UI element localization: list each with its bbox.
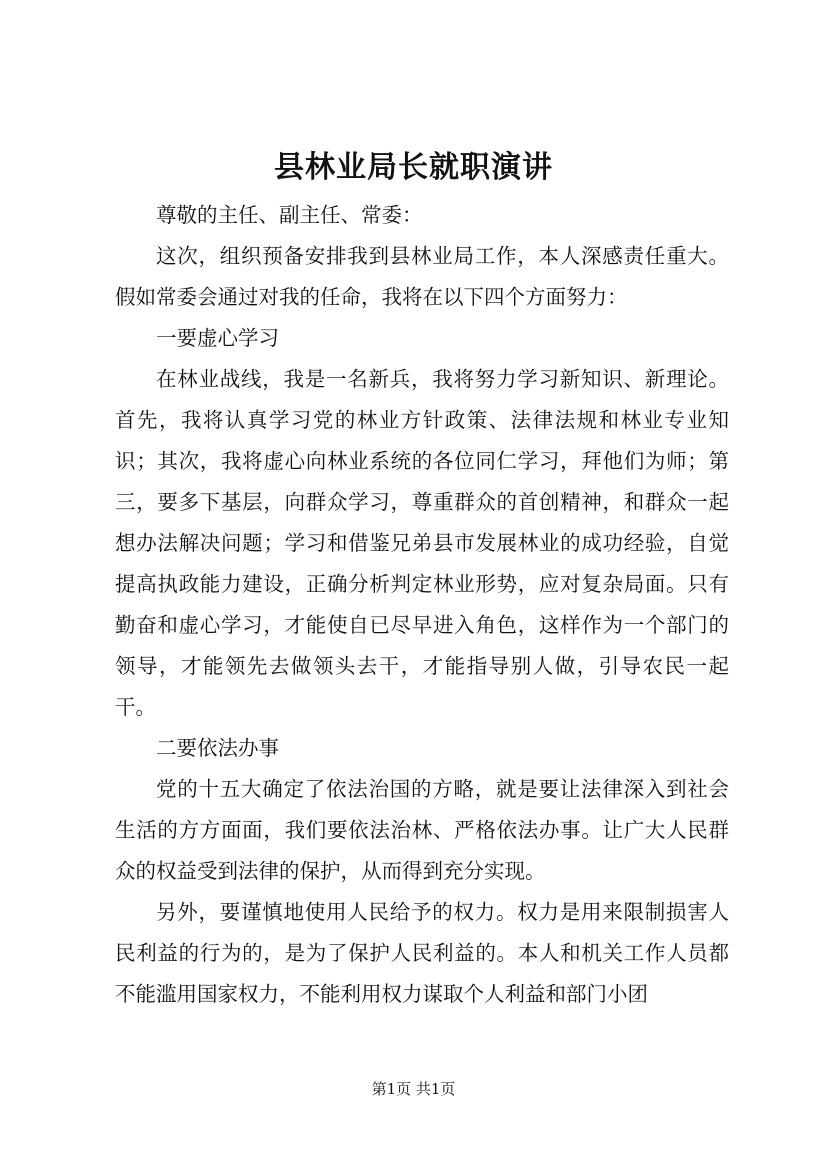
law-paragraph: 党的十五大确定了依法治国的方略，就是要让法律深入到社会生活的方方面面，我们要依法治林、严格依法办事。让广大人民群众的权益受到法律的保护，从而得到充分实现。 bbox=[115, 777, 729, 883]
study-paragraph: 在林业战线，我是一名新兵，我将努力学习新知识、新理论。首先，我将认真学习党的林业方针政策、法律法规和林业专业知识；其次，我将虚心向林业系统的各位同仁学习，拜他们为师；第三，要多下基层，向群众学习，尊重群众的首创精神，和群众一起想办法解决问题；学习和借鉴兄弟县市发展林业的成功经验，自觉提高执政能力建设，正确分析判定林业形势，应对复杂局面。只有勤奋和虚心学习，才能使自已尽早进入角色，这样作为一个部门的领导，才能领先去做领头去干，才能指导别人做，引导农民一起干。 bbox=[115, 367, 729, 719]
salutation-paragraph: 尊敬的主任、副主任、常委： bbox=[156, 203, 423, 227]
power-paragraph: 另外，要谨慎地使用人民给予的权力。权力是用来限制损害人民利益的行为的，是为了保护人民利益的。本人和机关工作人员都不能滥用国家权力，不能利用权力谋取个人利益和部门小团 bbox=[115, 900, 729, 1006]
document-title: 县林业局长就职演讲 bbox=[274, 150, 553, 185]
page-number-footer: 第1页 共1页 bbox=[371, 1080, 456, 1098]
intro-paragraph: 这次，组织预备安排我到县林业局工作，本人深感责任重大。假如常委会通过对我的任命，我将在以下四个方面努力： bbox=[115, 244, 729, 309]
section-heading-law: 二要依法办事 bbox=[156, 736, 279, 760]
section-heading-study: 一要虚心学习 bbox=[156, 326, 279, 350]
document-body bbox=[115, 195, 729, 1015]
